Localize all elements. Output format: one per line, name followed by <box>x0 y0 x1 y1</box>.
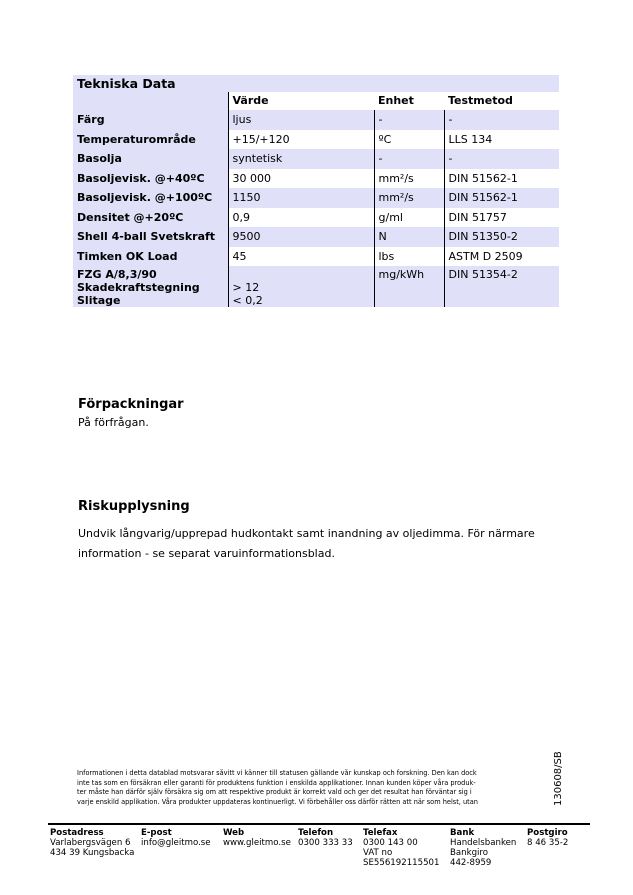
footer-postgiro <box>527 829 568 849</box>
table-row <box>73 247 559 267</box>
footer-label: Postadress <box>50 828 104 838</box>
table-row <box>73 188 559 208</box>
table-row <box>73 208 559 228</box>
document-code: 130608/SB <box>553 751 564 806</box>
footer-line: Handelsbanken <box>450 837 517 848</box>
row-property: Basoljevisk. @+100ºC <box>73 188 228 208</box>
row-property: Timken OK Load <box>73 247 228 267</box>
footer-label: Bank <box>450 828 475 838</box>
row-value: ljus <box>228 110 374 130</box>
footer-label: Telefax <box>363 828 398 838</box>
row-unit: N <box>374 227 444 247</box>
row-unit: - <box>374 149 444 169</box>
fzg-value-line: > 12 <box>232 281 260 294</box>
footer-label: Web <box>223 828 245 838</box>
row-property: Basolja <box>73 149 228 169</box>
row-method: DIN 51757 <box>444 208 559 228</box>
row-method: DIN 51562-1 <box>444 169 559 189</box>
risk-text <box>78 524 535 563</box>
footer-web-link[interactable]: www.gleitmo.se <box>223 837 291 848</box>
footer-email-link[interactable]: info@gleitmo.se <box>141 837 211 848</box>
disclaimer-line: Informationen i detta datablad motsvarar såvitt vi känner till statusen gällande vår kunskap och forskning. Den kan dock <box>77 769 477 777</box>
row-value: +15/+120 <box>228 130 374 150</box>
row-method: DIN 51350-2 <box>444 227 559 247</box>
table-row <box>73 130 559 150</box>
footer-line: Bankgiro <box>450 847 489 858</box>
row-unit: mm²/s <box>374 188 444 208</box>
table-row-fzg <box>73 266 559 307</box>
row-property <box>73 266 228 307</box>
row-property: Shell 4-ball Svetskraft <box>73 227 228 247</box>
footer-bank <box>450 829 516 869</box>
header-method: Testmetod <box>448 94 513 107</box>
row-unit: g/ml <box>374 208 444 228</box>
risk-text-line: information - se separat varuinformationsblad. <box>78 546 335 560</box>
row-value <box>228 266 374 307</box>
row-property: Basoljevisk. @+40ºC <box>73 169 228 189</box>
fzg-property-line: FZG A/8,3/90 <box>77 268 157 281</box>
row-unit: lbs <box>374 247 444 267</box>
row-method: - <box>444 149 559 169</box>
footer-line: 434 39 Kungsbacka <box>50 847 135 858</box>
fzg-property-line: Slitage <box>77 294 121 307</box>
packaging-title: Förpackningar <box>78 397 184 412</box>
footer-line: 8 46 35-2 <box>527 837 569 848</box>
table-row <box>73 227 559 247</box>
table-row <box>73 110 559 130</box>
row-value: 45 <box>228 247 374 267</box>
footer-divider <box>48 823 590 825</box>
row-method: DIN 51562-1 <box>444 188 559 208</box>
footer-label: Postgiro <box>527 828 568 838</box>
footer-telefon <box>298 829 353 849</box>
fzg-value-line <box>233 268 370 281</box>
row-value: 1150 <box>228 188 374 208</box>
footer-line: 442-8959 <box>450 857 492 868</box>
header-property <box>73 92 228 110</box>
row-method: DIN 51354-2 <box>444 266 559 307</box>
disclaimer-line: inte tas som en försäkran eller garanti för produktens funktion i enskilda applikationer. Innan kunden köper våra produk- <box>77 778 476 787</box>
row-property: Färg <box>73 110 228 130</box>
row-unit: - <box>374 110 444 130</box>
row-value: 30 000 <box>228 169 374 189</box>
row-method: ASTM D 2509 <box>444 247 559 267</box>
table-row <box>73 149 559 169</box>
footer-epost <box>141 829 211 849</box>
risk-text-line: Undvik långvarig/upprepad hudkontakt samt inandning av oljedimma. För närmare <box>78 527 535 540</box>
table-row <box>73 169 559 189</box>
footer-line: VAT no <box>363 847 393 858</box>
footer-web <box>223 829 291 849</box>
row-method: - <box>444 110 559 130</box>
packaging-text: På förfrågan. <box>78 416 149 429</box>
row-property: Temperaturområde <box>73 130 228 150</box>
technical-data-title: Tekniska Data <box>73 75 559 92</box>
technical-data-table <box>73 92 559 307</box>
footer-line: SE556192115501 <box>363 857 440 868</box>
row-value: 0,9 <box>228 208 374 228</box>
row-value: syntetisk <box>228 149 374 169</box>
row-unit: ºC <box>374 130 444 150</box>
row-value: 9500 <box>228 227 374 247</box>
disclaimer-text <box>77 769 539 809</box>
header-value: Värde <box>228 92 374 110</box>
footer-label: E-post <box>141 828 172 838</box>
footer-postadress <box>50 829 134 859</box>
fzg-property-line: Skadekraftstegning <box>77 281 200 294</box>
technical-data-section <box>73 75 559 307</box>
disclaimer-line: varje enskild applikation. Våra produkter uppdateras kontinuerligt. Vi förbehåller oss därför rätten att när som helst, utan <box>77 797 478 806</box>
disclaimer-line: ter måste han därför själv försäkra sig om att respektive produkt är korrekt vald och ger det resultat han förväntar sig i <box>77 788 472 797</box>
row-method: LLS 134 <box>444 130 559 150</box>
header-unit: Enhet <box>378 94 414 107</box>
footer-line: 0300 333 33 <box>298 837 353 848</box>
footer-line: 0300 143 00 <box>363 837 418 848</box>
footer-telefax <box>363 829 440 869</box>
footer-label: Telefon <box>298 828 334 838</box>
risk-title: Riskupplysning <box>78 499 190 514</box>
row-property: Densitet @+20ºC <box>73 208 228 228</box>
row-unit: mm²/s <box>374 169 444 189</box>
row-unit: mg/kWh <box>374 266 444 307</box>
fzg-value-line: < 0,2 <box>232 294 263 307</box>
table-header-row <box>73 92 559 110</box>
footer-line: Varlabergsvägen 6 <box>50 837 131 848</box>
